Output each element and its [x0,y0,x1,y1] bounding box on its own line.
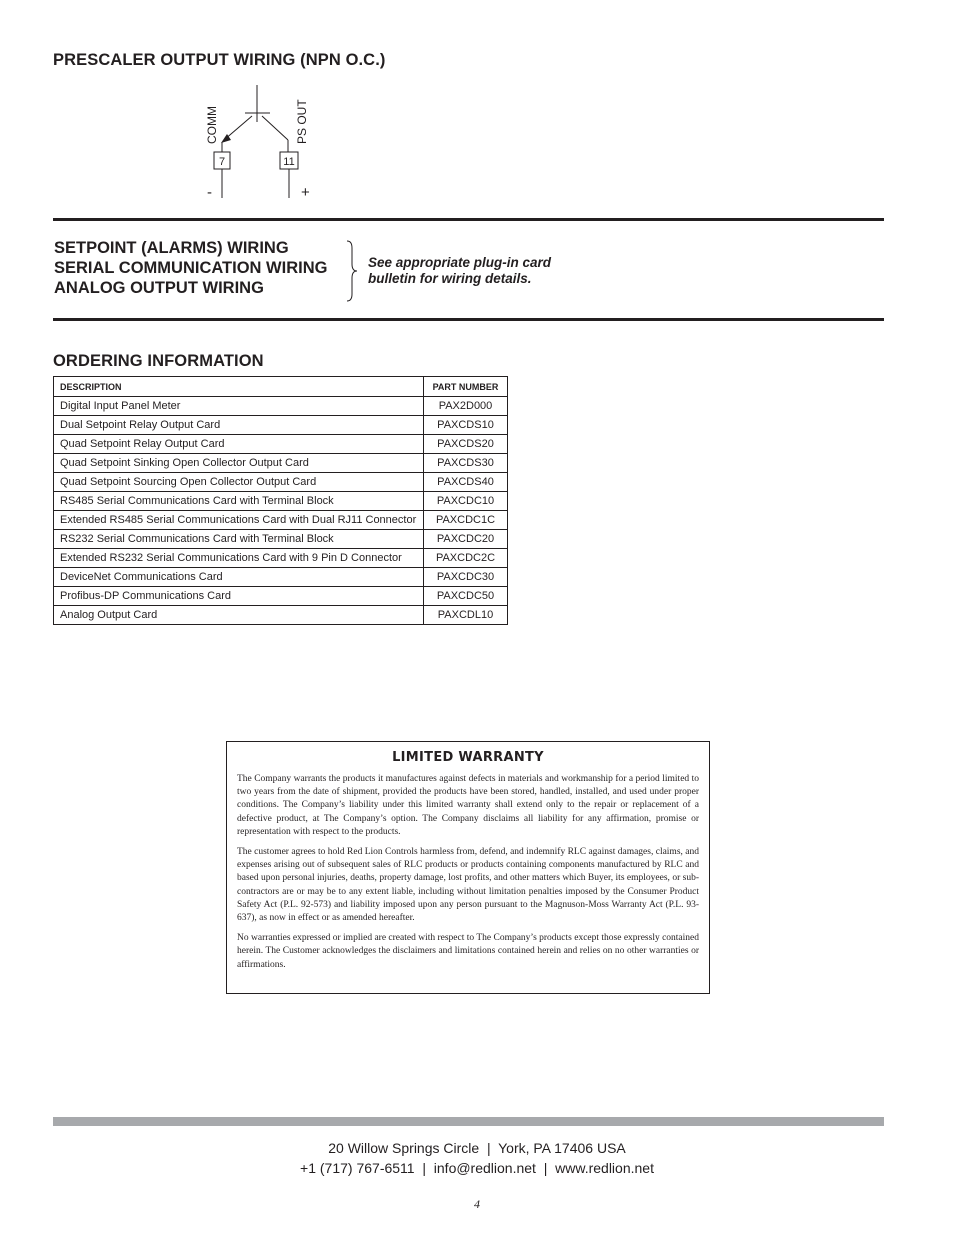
table-row [54,568,508,587]
collector-line [262,116,288,140]
row-description: Quad Setpoint Relay Output Card [54,435,424,454]
footer-bar [53,1117,884,1126]
curly-brace [343,240,359,302]
section-divider-1 [53,218,884,221]
prescaler-wiring-diagram [190,80,330,205]
warranty-title: LIMITED WARRANTY [392,750,544,765]
row-part-number: PAXCDC1C [424,511,508,530]
table-row [54,492,508,511]
ps-out-label: PS OUT [295,99,309,144]
prescaler-title: PRESCALER OUTPUT WIRING (NPN O.C.) [53,51,386,69]
row-description: DeviceNet Communications Card [54,568,424,587]
warranty-paragraph-1: The Company warrants the products it manufactures against defects in materials and workmanship for a period limited to two years from the date of shipment, provided the products have been stored, handled, installed, and used under proper conditions. The Company’s liability under this limited warranty shall extend only to the repair or replacement of a defective product, at The Company’s option. The Company disclaims all liability for any affirmation, promise or representation with respect to the products. [237,774,699,837]
row-part-number: PAXCDC30 [424,568,508,587]
row-part-number: PAXCDS30 [424,454,508,473]
part-number-header: PART NUMBER [424,377,508,397]
note-line-1: See appropriate plug-in card [368,255,552,270]
row-description: RS485 Serial Communications Card with Terminal Block [54,492,424,511]
ordering-title: ORDERING INFORMATION [53,352,264,370]
row-part-number: PAXCDC10 [424,492,508,511]
warranty-paragraph-2: The customer agrees to hold Red Lion Controls harmless from, defend, and indemnify RLC against damages, claims, and expenses arising out of subsequent sales of RLC products or products containing components manufactured by RLC and based upon personal injuries, deaths, property damage, lost profits, and other matters which Buyer, its employees, or sub-contractors are or may be to any extent liable, including without limitation penalties imposed by the Consumer Product Safety Act (P.L. 92-573) and liability imposed upon any person pursuant to the Magnuson-Moss Warranty Act (P.L. 93-637), as now in effect or as amended hereafter. [237,847,699,924]
row-description: Profibus-DP Communications Card [54,587,424,606]
footer-contact: +1 (717) 767-6511 | info@redlion.net | www.redlion.net [300,1160,654,1176]
terminal-11-label: 11 [283,156,295,168]
row-description: Quad Setpoint Sourcing Open Collector Output Card [54,473,424,492]
table-row [54,454,508,473]
row-description: Extended RS485 Serial Communications Card with Dual RJ11 Connector [54,511,424,530]
table-row [54,473,508,492]
section-divider-2 [53,318,884,321]
plugin-wiring-titles [54,238,327,298]
ordering-table [53,376,508,625]
setpoint-wiring-title: SETPOINT (ALARMS) WIRING [54,239,289,257]
ordering-table-header [54,377,508,397]
serial-wiring-title: SERIAL COMMUNICATION WIRING [54,259,328,277]
row-description: Dual Setpoint Relay Output Card [54,416,424,435]
table-row [54,606,508,625]
note-line-2: bulletin for wiring details. [368,271,532,286]
minus-sign: - [207,184,212,201]
table-row [54,435,508,454]
table-row [54,587,508,606]
comm-label: COMM [205,106,219,144]
row-description: Analog Output Card [54,606,424,625]
table-row [54,416,508,435]
table-row [54,549,508,568]
row-part-number: PAXCDC50 [424,587,508,606]
row-part-number: PAXCDC20 [424,530,508,549]
row-description: RS232 Serial Communications Card with Terminal Block [54,530,424,549]
row-part-number: PAX2D000 [424,397,508,416]
row-description: Quad Setpoint Sinking Open Collector Output Card [54,454,424,473]
row-part-number: PAXCDC2C [424,549,508,568]
plus-sign: + [301,184,310,201]
footer-address: 20 Willow Springs Circle | York, PA 17406 USA [328,1140,626,1156]
plugin-wiring-note [368,255,551,287]
page-number: 4 [474,1197,480,1211]
row-part-number: PAXCDL10 [424,606,508,625]
table-row [54,511,508,530]
table-row [54,397,508,416]
analog-wiring-title: ANALOG OUTPUT WIRING [54,279,264,297]
table-row [54,530,508,549]
row-part-number: PAXCDS10 [424,416,508,435]
description-header: DESCRIPTION [54,377,424,397]
row-description: Digital Input Panel Meter [54,397,424,416]
row-description: Extended RS232 Serial Communications Card with 9 Pin D Connector [54,549,424,568]
limited-warranty-box [226,741,710,994]
terminal-7-label: 7 [218,156,226,168]
row-part-number: PAXCDS40 [424,473,508,492]
row-part-number: PAXCDS20 [424,435,508,454]
warranty-paragraph-3: No warranties expressed or implied are created with respect to The Company’s products except those expressly contained herein. The Customer acknowledges the disclaimers and limitations contained herein and relies on no other warranties or affirmations. [237,933,700,970]
